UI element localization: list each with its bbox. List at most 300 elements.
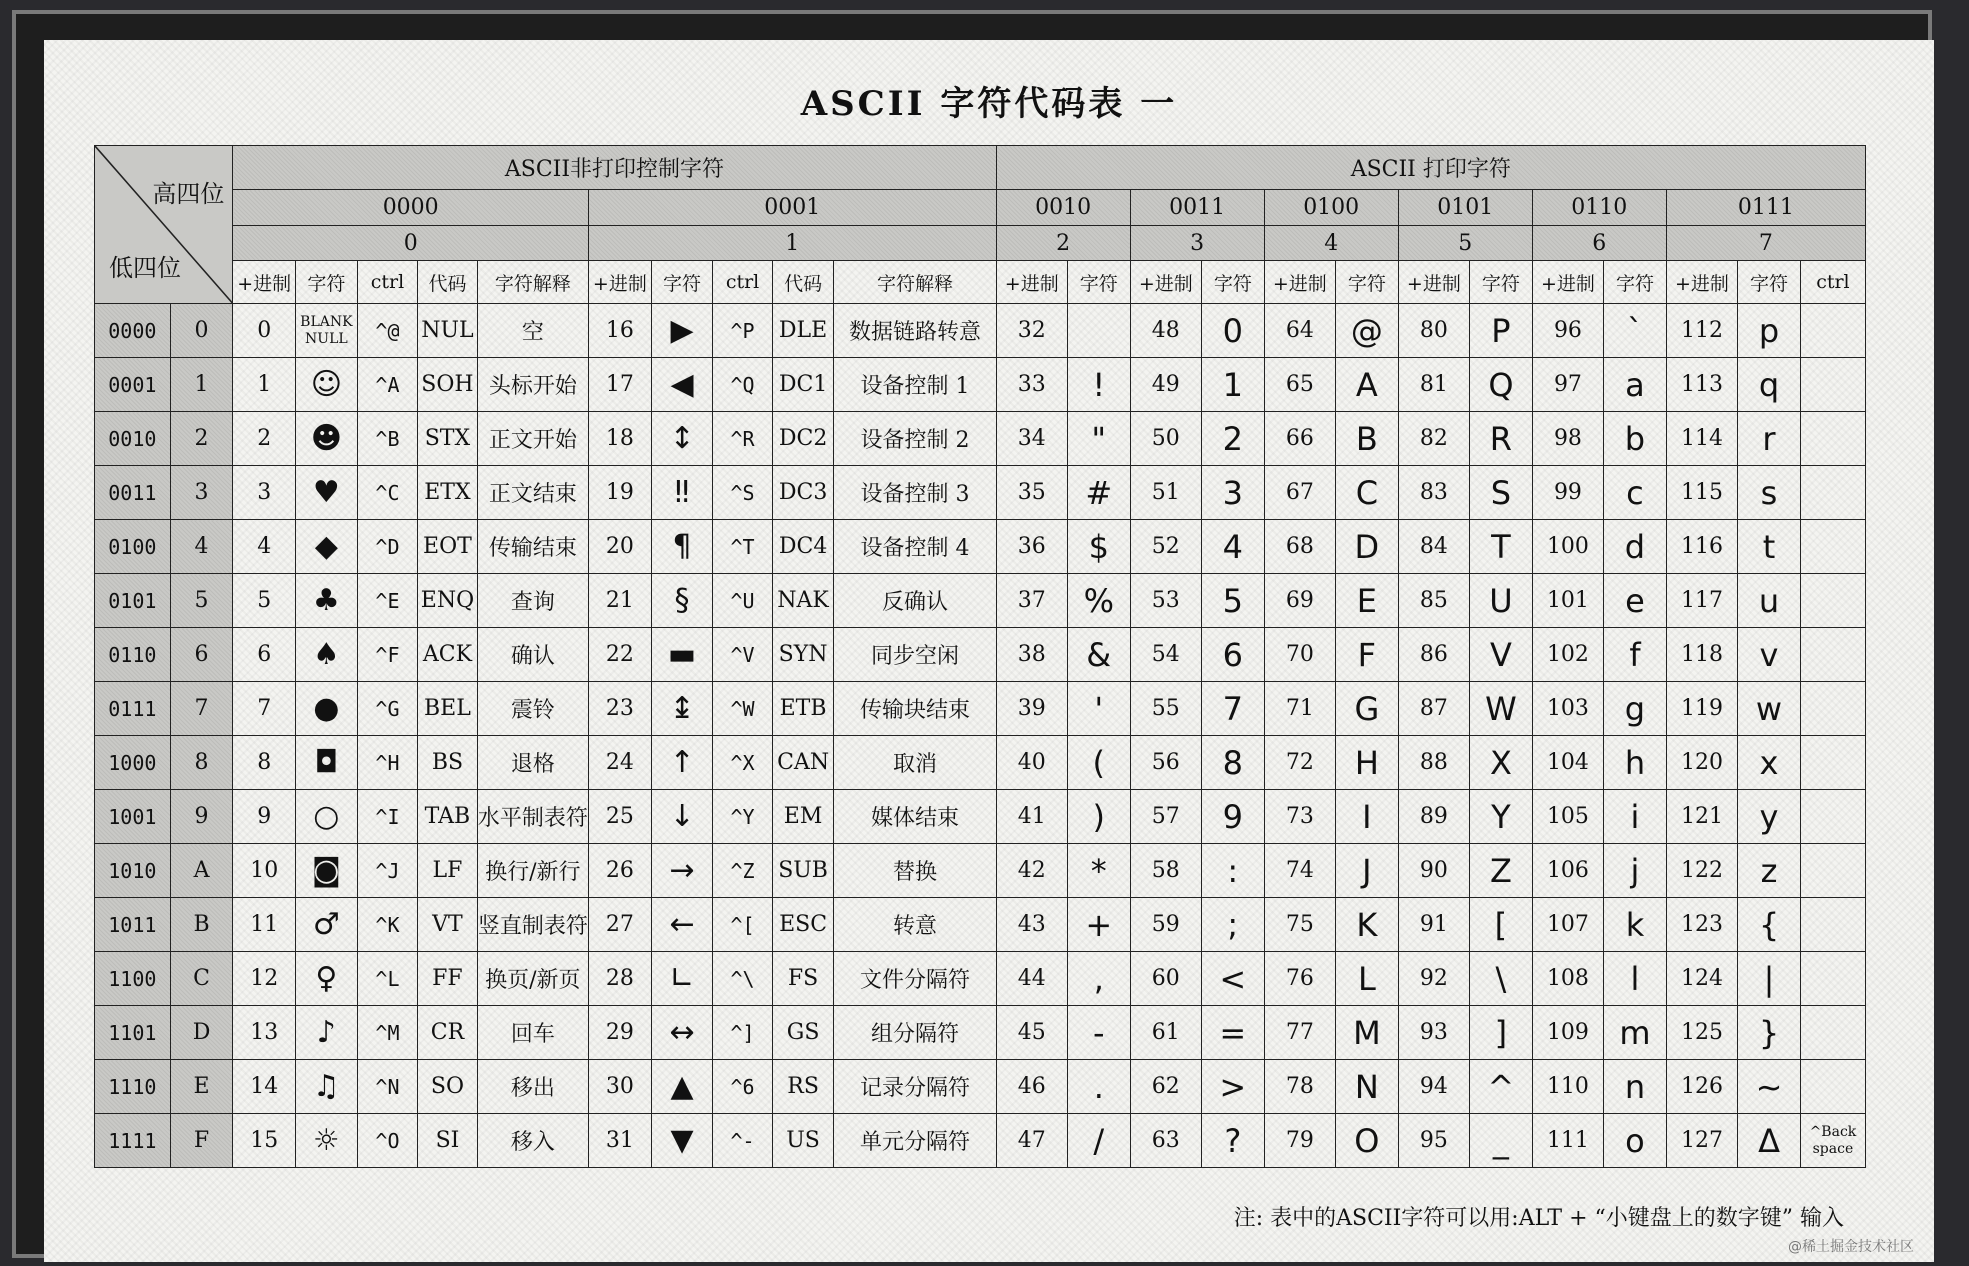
ctrl-cell [1800, 790, 1865, 844]
character-cell: e [1604, 574, 1667, 628]
ctrl-cell: ^Back space [1800, 1114, 1865, 1168]
document-page [44, 40, 1934, 1262]
description-cell: 回车 [477, 1006, 588, 1060]
code-cell: EM [772, 790, 834, 844]
character-cell: j [1604, 844, 1667, 898]
character-cell: G [1336, 682, 1399, 736]
decimal-cell: 20 [589, 520, 652, 574]
ctrl-cell: ^D [357, 520, 418, 574]
low-nibble-binary: 0010 [95, 412, 171, 466]
description-cell: 水平制表符 [477, 790, 588, 844]
character-cell: l [1604, 952, 1667, 1006]
decimal-cell: 117 [1666, 574, 1737, 628]
decimal-cell: 86 [1398, 628, 1469, 682]
decimal-cell: 19 [589, 466, 652, 520]
ctrl-cell: ^Z [713, 844, 772, 898]
decimal-cell: 38 [996, 628, 1067, 682]
ctrl-cell [1800, 628, 1865, 682]
character-cell: z [1738, 844, 1801, 898]
decimal-cell: 14 [233, 1060, 296, 1114]
high-nibble-binary: 0010 [996, 190, 1130, 226]
decimal-cell: 24 [589, 736, 652, 790]
glyph-cell: ♪ [296, 1006, 358, 1060]
character-cell: 9 [1201, 790, 1264, 844]
subheader-char: 字符 [1201, 261, 1264, 304]
code-cell: RS [772, 1060, 834, 1114]
character-cell: p [1738, 304, 1801, 358]
decimal-cell: 124 [1666, 952, 1737, 1006]
glyph-cell: ♣ [296, 574, 358, 628]
description-cell: 组分隔符 [834, 1006, 996, 1060]
subheader-desc: 字符解释 [834, 261, 996, 304]
high-nibble-hex: 7 [1666, 226, 1865, 261]
low-nibble-hex: E [170, 1060, 233, 1114]
decimal-cell: 42 [996, 844, 1067, 898]
decimal-cell: 6 [233, 628, 296, 682]
character-cell: $ [1067, 520, 1130, 574]
character-cell: ; [1201, 898, 1264, 952]
code-cell: FS [772, 952, 834, 1006]
glyph-cell: BLANK NULL [296, 304, 358, 358]
decimal-cell: 12 [233, 952, 296, 1006]
high-nibble-hex: 4 [1264, 226, 1398, 261]
decimal-cell: 58 [1130, 844, 1201, 898]
code-cell: ETB [772, 682, 834, 736]
subheader-char: 字符 [651, 261, 713, 304]
character-cell: U [1470, 574, 1533, 628]
code-cell: STX [418, 412, 477, 466]
low-nibble-binary: 1101 [95, 1006, 171, 1060]
decimal-cell: 61 [1130, 1006, 1201, 1060]
table-row [95, 898, 1866, 952]
subheader-dec: +进制 [233, 261, 296, 304]
description-cell: 正文结束 [477, 466, 588, 520]
glyph-cell: ♫ [296, 1060, 358, 1114]
subheader-dec: +进制 [1264, 261, 1335, 304]
character-cell: : [1201, 844, 1264, 898]
description-cell: 查询 [477, 574, 588, 628]
ctrl-cell [1800, 1060, 1865, 1114]
ctrl-cell: ^\ [713, 952, 772, 1006]
decimal-cell: 45 [996, 1006, 1067, 1060]
character-cell: x [1738, 736, 1801, 790]
character-cell: f [1604, 628, 1667, 682]
glyph-cell: ◀ [651, 358, 713, 412]
description-cell: 文件分隔符 [834, 952, 996, 1006]
ctrl-cell: ^- [713, 1114, 772, 1168]
character-cell: { [1738, 898, 1801, 952]
nonprint-group-header: ASCII非打印控制字符 [233, 146, 996, 190]
ctrl-cell [1800, 520, 1865, 574]
ctrl-cell [1800, 952, 1865, 1006]
glyph-cell: ← [651, 898, 713, 952]
code-cell: NUL [418, 304, 477, 358]
character-cell: | [1738, 952, 1801, 1006]
character-cell: - [1067, 1006, 1130, 1060]
description-cell: 移出 [477, 1060, 588, 1114]
description-cell: 设备控制 4 [834, 520, 996, 574]
high-nibble-hex: 1 [589, 226, 997, 261]
high-nibble-binary: 0110 [1532, 190, 1666, 226]
glyph-cell: ☺ [296, 358, 358, 412]
decimal-cell: 30 [589, 1060, 652, 1114]
code-cell: BEL [418, 682, 477, 736]
decimal-cell: 99 [1532, 466, 1603, 520]
code-cell: ETX [418, 466, 477, 520]
glyph-cell: § [651, 574, 713, 628]
character-cell: B [1336, 412, 1399, 466]
character-cell: g [1604, 682, 1667, 736]
decimal-cell: 72 [1264, 736, 1335, 790]
decimal-cell: 122 [1666, 844, 1737, 898]
character-cell: Δ [1738, 1114, 1801, 1168]
decimal-cell: 8 [233, 736, 296, 790]
character-cell: 0 [1201, 304, 1264, 358]
character-cell: 3 [1201, 466, 1264, 520]
description-cell: 正文开始 [477, 412, 588, 466]
decimal-cell: 119 [1666, 682, 1737, 736]
decimal-cell: 34 [996, 412, 1067, 466]
code-cell: SUB [772, 844, 834, 898]
decimal-cell: 44 [996, 952, 1067, 1006]
description-cell: 反确认 [834, 574, 996, 628]
low-nibble-binary: 0101 [95, 574, 171, 628]
table-row [95, 520, 1866, 574]
description-cell: 竖直制表符 [477, 898, 588, 952]
character-cell: k [1604, 898, 1667, 952]
code-cell: NAK [772, 574, 834, 628]
glyph-cell: ☼ [296, 1114, 358, 1168]
watermark: @稀土掘金技术社区 [1788, 1239, 1914, 1255]
description-cell: 设备控制 2 [834, 412, 996, 466]
table-row [95, 628, 1866, 682]
table-row [95, 1114, 1866, 1168]
low-nibble-hex: B [170, 898, 233, 952]
decimal-cell: 105 [1532, 790, 1603, 844]
decimal-cell: 25 [589, 790, 652, 844]
decimal-cell: 123 [1666, 898, 1737, 952]
character-cell: \ [1470, 952, 1533, 1006]
decimal-cell: 18 [589, 412, 652, 466]
character-cell: [ [1470, 898, 1533, 952]
character-cell: E [1336, 574, 1399, 628]
low-nibble-hex: 2 [170, 412, 233, 466]
character-cell: S [1470, 466, 1533, 520]
ctrl-cell: ^H [357, 736, 418, 790]
decimal-cell: 101 [1532, 574, 1603, 628]
low-nibble-binary: 1110 [95, 1060, 171, 1114]
code-cell: US [772, 1114, 834, 1168]
character-cell: q [1738, 358, 1801, 412]
decimal-cell: 71 [1264, 682, 1335, 736]
character-cell: ? [1201, 1114, 1264, 1168]
character-cell: K [1336, 898, 1399, 952]
character-cell: ) [1067, 790, 1130, 844]
glyph-cell: ♂ [296, 898, 358, 952]
glyph-cell: ∟ [651, 952, 713, 1006]
decimal-cell: 74 [1264, 844, 1335, 898]
description-cell: 数据链路转意 [834, 304, 996, 358]
decimal-cell: 39 [996, 682, 1067, 736]
decimal-cell: 41 [996, 790, 1067, 844]
decimal-cell: 32 [996, 304, 1067, 358]
ctrl-cell: ^X [713, 736, 772, 790]
description-cell: 记录分隔符 [834, 1060, 996, 1114]
character-cell: V [1470, 628, 1533, 682]
code-cell: GS [772, 1006, 834, 1060]
decimal-cell: 70 [1264, 628, 1335, 682]
high-nibble-binary: 0111 [1666, 190, 1865, 226]
decimal-cell: 53 [1130, 574, 1201, 628]
low-nibble-hex: 7 [170, 682, 233, 736]
subheader-ctrl: ctrl [357, 261, 418, 304]
subheader-dec: +进制 [589, 261, 652, 304]
description-cell: 震铃 [477, 682, 588, 736]
decimal-cell: 62 [1130, 1060, 1201, 1114]
decimal-cell: 10 [233, 844, 296, 898]
decimal-cell: 97 [1532, 358, 1603, 412]
decimal-cell: 78 [1264, 1060, 1335, 1114]
subheader-char: 字符 [1738, 261, 1801, 304]
character-cell: n [1604, 1060, 1667, 1114]
decimal-cell: 11 [233, 898, 296, 952]
code-cell: DC2 [772, 412, 834, 466]
decimal-cell: 15 [233, 1114, 296, 1168]
ctrl-cell: ^T [713, 520, 772, 574]
character-cell: = [1201, 1006, 1264, 1060]
character-cell: b [1604, 412, 1667, 466]
decimal-cell: 55 [1130, 682, 1201, 736]
decimal-cell: 95 [1398, 1114, 1469, 1168]
character-cell: 4 [1201, 520, 1264, 574]
decimal-cell: 65 [1264, 358, 1335, 412]
character-cell: s [1738, 466, 1801, 520]
table-row [95, 358, 1866, 412]
description-cell: 设备控制 1 [834, 358, 996, 412]
description-cell: 媒体结束 [834, 790, 996, 844]
character-cell: M [1336, 1006, 1399, 1060]
description-cell: 换行/新行 [477, 844, 588, 898]
ctrl-cell: ^Y [713, 790, 772, 844]
decimal-cell: 85 [1398, 574, 1469, 628]
decimal-cell: 106 [1532, 844, 1603, 898]
subheader-dec: +进制 [1532, 261, 1603, 304]
character-cell: w [1738, 682, 1801, 736]
decimal-cell: 109 [1532, 1006, 1603, 1060]
ctrl-cell [1800, 358, 1865, 412]
code-cell: VT [418, 898, 477, 952]
character-cell [1067, 304, 1130, 358]
decimal-cell: 121 [1666, 790, 1737, 844]
glyph-cell: → [651, 844, 713, 898]
decimal-cell: 67 [1264, 466, 1335, 520]
glyph-cell: ☻ [296, 412, 358, 466]
character-cell: / [1067, 1114, 1130, 1168]
decimal-cell: 120 [1666, 736, 1737, 790]
code-cell: EOT [418, 520, 477, 574]
decimal-cell: 82 [1398, 412, 1469, 466]
decimal-cell: 83 [1398, 466, 1469, 520]
decimal-cell: 40 [996, 736, 1067, 790]
ctrl-cell: ^A [357, 358, 418, 412]
subheader-dec: +进制 [1398, 261, 1469, 304]
high-nibble-binary: 0100 [1264, 190, 1398, 226]
decimal-cell: 84 [1398, 520, 1469, 574]
decimal-cell: 114 [1666, 412, 1737, 466]
character-cell: 2 [1201, 412, 1264, 466]
code-cell: ENQ [418, 574, 477, 628]
table-row [95, 466, 1866, 520]
ctrl-cell [1800, 736, 1865, 790]
decimal-cell: 51 [1130, 466, 1201, 520]
low-nibble-binary: 1100 [95, 952, 171, 1006]
description-cell: 传输块结束 [834, 682, 996, 736]
character-cell: o [1604, 1114, 1667, 1168]
glyph-cell: ↔ [651, 1006, 713, 1060]
high-nibble-binary: 0000 [233, 190, 589, 226]
decimal-cell: 13 [233, 1006, 296, 1060]
decimal-cell: 35 [996, 466, 1067, 520]
glyph-cell: ◙ [296, 844, 358, 898]
low-nibble-hex: 1 [170, 358, 233, 412]
code-cell: ESC [772, 898, 834, 952]
description-cell: 同步空闲 [834, 628, 996, 682]
description-cell: 移入 [477, 1114, 588, 1168]
code-cell: SI [418, 1114, 477, 1168]
decimal-cell: 43 [996, 898, 1067, 952]
ctrl-cell: ^] [713, 1006, 772, 1060]
character-cell: i [1604, 790, 1667, 844]
character-cell: a [1604, 358, 1667, 412]
description-cell: 替换 [834, 844, 996, 898]
table-row [95, 736, 1866, 790]
glyph-cell: ↕ [651, 412, 713, 466]
decimal-cell: 111 [1532, 1114, 1603, 1168]
glyph-cell: ♀ [296, 952, 358, 1006]
low-nibble-binary: 0000 [95, 304, 171, 358]
decimal-cell: 73 [1264, 790, 1335, 844]
character-cell: N [1336, 1060, 1399, 1114]
decimal-cell: 87 [1398, 682, 1469, 736]
footnote: 注: 表中的ASCII字符可以用:ALT + “小键盘上的数字键” 输入 [1233, 1206, 1844, 1231]
ctrl-cell: ^M [357, 1006, 418, 1060]
ctrl-cell: ^Q [713, 358, 772, 412]
decimal-cell: 56 [1130, 736, 1201, 790]
character-cell: h [1604, 736, 1667, 790]
decimal-cell: 49 [1130, 358, 1201, 412]
high-nibble-binary: 0101 [1398, 190, 1532, 226]
table-row [95, 844, 1866, 898]
decimal-cell: 54 [1130, 628, 1201, 682]
decimal-cell: 96 [1532, 304, 1603, 358]
decimal-cell: 127 [1666, 1114, 1737, 1168]
character-cell: Z [1470, 844, 1533, 898]
decimal-cell: 89 [1398, 790, 1469, 844]
decimal-cell: 102 [1532, 628, 1603, 682]
character-cell: I [1336, 790, 1399, 844]
subheader-dec: +进制 [1130, 261, 1201, 304]
decimal-cell: 115 [1666, 466, 1737, 520]
character-cell: , [1067, 952, 1130, 1006]
decimal-cell: 100 [1532, 520, 1603, 574]
code-cell: FF [418, 952, 477, 1006]
glyph-cell: ▶ [651, 304, 713, 358]
character-cell: ] [1470, 1006, 1533, 1060]
low-nibble-hex: F [170, 1114, 233, 1168]
decimal-cell: 91 [1398, 898, 1469, 952]
low-nibble-hex: 8 [170, 736, 233, 790]
ctrl-cell: ^K [357, 898, 418, 952]
ctrl-cell: ^E [357, 574, 418, 628]
decimal-cell: 59 [1130, 898, 1201, 952]
table-row [95, 682, 1866, 736]
ctrl-cell: ^R [713, 412, 772, 466]
character-cell: . [1067, 1060, 1130, 1114]
glyph-cell: ↓ [651, 790, 713, 844]
table-row [95, 574, 1866, 628]
character-cell: % [1067, 574, 1130, 628]
ctrl-cell: ^6 [713, 1060, 772, 1114]
ctrl-cell: ^U [713, 574, 772, 628]
decimal-cell: 4 [233, 520, 296, 574]
decimal-cell: 126 [1666, 1060, 1737, 1114]
ctrl-cell: ^F [357, 628, 418, 682]
description-cell: 头标开始 [477, 358, 588, 412]
character-cell: c [1604, 466, 1667, 520]
decimal-cell: 88 [1398, 736, 1469, 790]
code-cell: BS [418, 736, 477, 790]
decimal-cell: 36 [996, 520, 1067, 574]
decimal-cell: 108 [1532, 952, 1603, 1006]
low-nibble-hex: 5 [170, 574, 233, 628]
code-cell: SO [418, 1060, 477, 1114]
decimal-cell: 93 [1398, 1006, 1469, 1060]
decimal-cell: 81 [1398, 358, 1469, 412]
low-nibble-hex: 3 [170, 466, 233, 520]
ctrl-cell: ^G [357, 682, 418, 736]
decimal-cell: 28 [589, 952, 652, 1006]
character-cell: 6 [1201, 628, 1264, 682]
character-cell: " [1067, 412, 1130, 466]
decimal-cell: 47 [996, 1114, 1067, 1168]
glyph-cell: ¶ [651, 520, 713, 574]
low-nibble-hex: A [170, 844, 233, 898]
character-cell: r [1738, 412, 1801, 466]
decimal-cell: 3 [233, 466, 296, 520]
ctrl-cell [1800, 682, 1865, 736]
character-cell: t [1738, 520, 1801, 574]
character-cell: 7 [1201, 682, 1264, 736]
decimal-cell: 63 [1130, 1114, 1201, 1168]
code-cell: DC1 [772, 358, 834, 412]
glyph-cell: ♠ [296, 628, 358, 682]
decimal-cell: 116 [1666, 520, 1737, 574]
page-title: ASCII 字符代码表 一 [800, 84, 1178, 124]
subheader-char: 字符 [1336, 261, 1399, 304]
character-cell: _ [1470, 1114, 1533, 1168]
ctrl-cell: ^V [713, 628, 772, 682]
table-row [95, 412, 1866, 466]
glyph-cell: ↨ [651, 682, 713, 736]
decimal-cell: 64 [1264, 304, 1335, 358]
ascii-table [94, 145, 1866, 1168]
low-nibble-hex: D [170, 1006, 233, 1060]
decimal-cell: 104 [1532, 736, 1603, 790]
decimal-cell: 22 [589, 628, 652, 682]
description-cell: 空 [477, 304, 588, 358]
decimal-cell: 80 [1398, 304, 1469, 358]
character-cell: W [1470, 682, 1533, 736]
